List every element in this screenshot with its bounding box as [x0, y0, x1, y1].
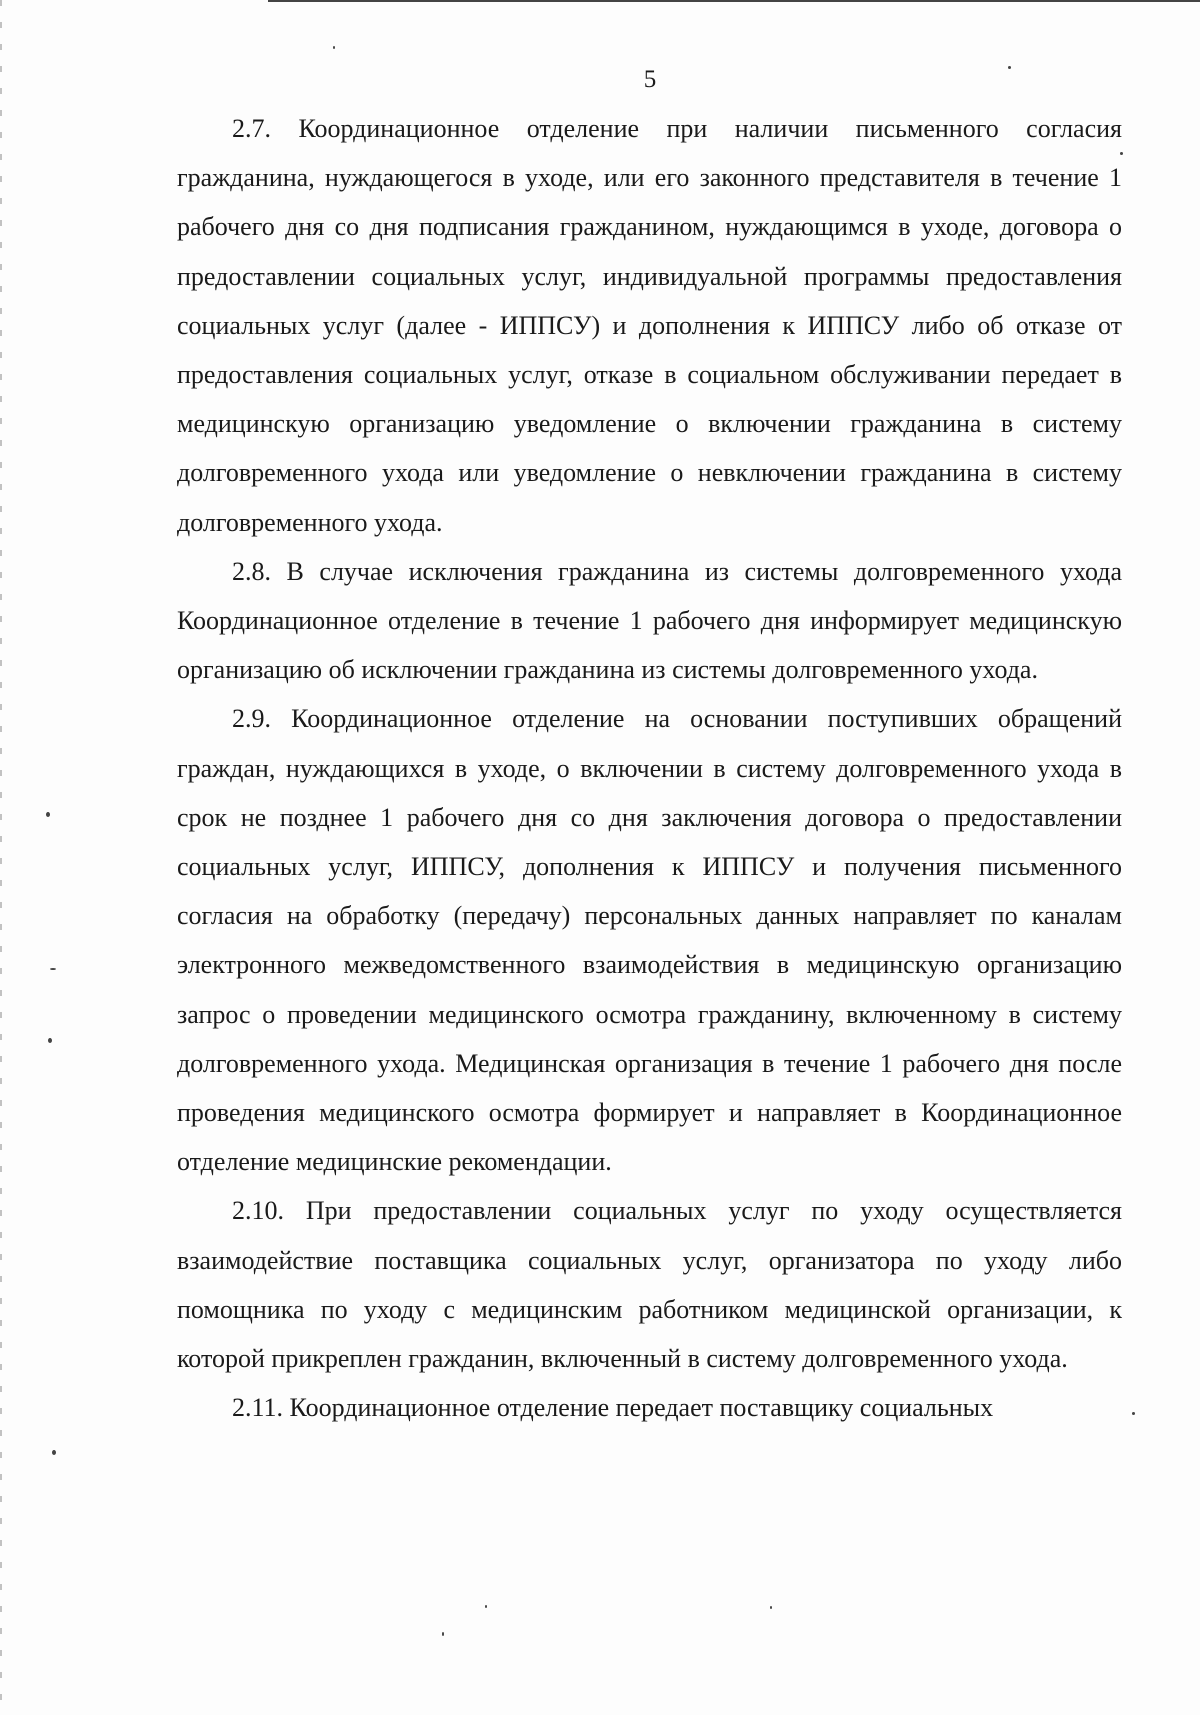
- scan-speck: [50, 968, 56, 970]
- paragraph-2-7: 2.7. Координационное отделение при наличии письменного согласия гражданина, нуждающегося в уходе, или его законного представителя в течение 1 рабочего дня со дня подписания гражданином, нуждающимся в уходе, договора о предоставлении социальных услуг, индивидуальной программы предоставления социальных услуг (далее - ИППСУ) и дополнения к ИППСУ либо об отказе от предоставления социальных услуг, отказе в социальном обслуживании передает в медицинскую организацию уведомление о включении гражданина в систему долговременного ухода или уведомление о невключении гражданина в систему долговременного ухода.: [177, 114, 1122, 537]
- scan-speck: [770, 1606, 772, 1609]
- document-body: [177, 104, 1122, 1432]
- scan-speck: [333, 46, 335, 49]
- scan-top-border: [268, 0, 1200, 2]
- scan-speck: [48, 1038, 52, 1043]
- paragraph-2-9: 2.9. Координационное отделение на основании поступивших обращений граждан, нуждающихся в уходе, о включении в систему долговременного ухода в срок не позднее 1 рабочего дня со дня заключения договора о предоставлении социальных услуг, ИППСУ, дополнения к ИППСУ и получения письменного согласия на обработку (передачу) персональных данных направляет по каналам электронного межведомственного взаимодействия в медицинскую организацию запрос о проведении медицинского осмотра гражданину, включенному в систему долговременного ухода. Медицинская организация в течение 1 рабочего дня после проведения медицинского осмотра формирует и направляет в Координационное отделение медицинские рекомендации.: [177, 704, 1122, 1177]
- scan-speck: [485, 1605, 487, 1608]
- scan-speck: [1132, 1412, 1135, 1415]
- paragraph-2-8: 2.8. В случае исключения гражданина из системы долговременного ухода Координационное отделение в течение 1 рабочего дня информирует медицинскую организацию об исключении гражданина из системы долговременного ухода.: [177, 556, 1122, 685]
- scan-speck: [442, 1632, 444, 1636]
- scan-speck: [1008, 66, 1011, 69]
- scan-left-edge: [0, 0, 2, 1715]
- scan-speck: [46, 812, 50, 817]
- paragraph-2-10: 2.10. При предоставлении социальных услуг по уходу осуществляется взаимодействие поставщика социальных услуг, организатора по уходу либо помощника по уходу с медицинским работником медицинской организации, к которой прикреплен гражданин, включенный в систему долговременного ухода.: [177, 1196, 1122, 1374]
- scan-speck: [52, 1450, 56, 1455]
- paragraph-2-11: 2.11. Координационное отделение передает поставщику социальных: [232, 1393, 994, 1423]
- page-number: 5: [643, 66, 657, 93]
- scan-speck: [1120, 152, 1123, 155]
